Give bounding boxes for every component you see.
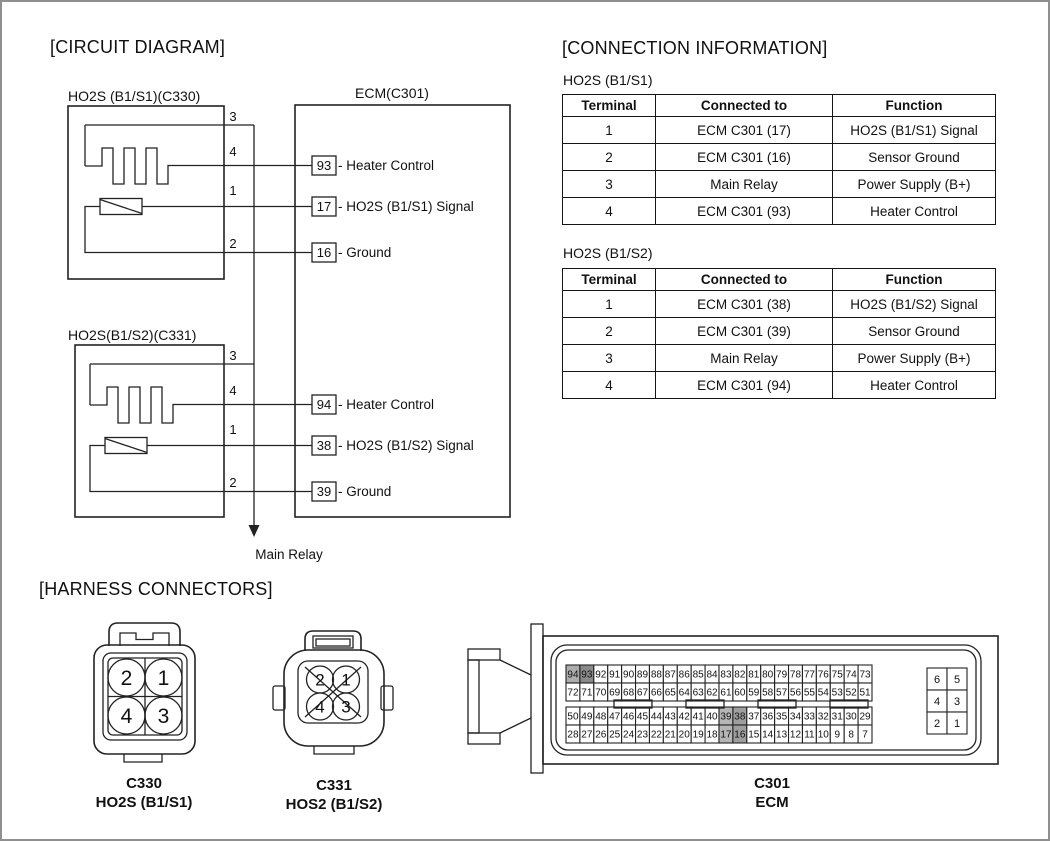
connection-table-b1s1 — [562, 94, 996, 225]
ecm-pin-17: 17 — [316, 199, 332, 214]
c301-pin-number: 25 — [609, 729, 621, 741]
c301-pin-number: 80 — [762, 669, 774, 681]
c330-connector — [94, 623, 195, 762]
c301-pin-number: 62 — [706, 687, 718, 699]
c301-pin-number: 24 — [623, 729, 635, 741]
c301-pin-number: 56 — [789, 687, 802, 699]
connection-table-b1s2 — [562, 268, 996, 399]
table-cell: ECM C301 (38) — [656, 291, 833, 318]
table-cell: Sensor Ground — [833, 144, 996, 171]
c301-name: C301 — [754, 775, 790, 792]
c301-pin-number: 55 — [803, 687, 815, 699]
table-cell: Main Relay — [656, 345, 833, 372]
sensor1-pin-4: 4 — [229, 144, 237, 159]
c301-pin-number: 43 — [664, 711, 676, 723]
c301-pin-number: 39 — [720, 711, 732, 723]
c301-pin-number: 16 — [734, 729, 746, 741]
c331-cavity-4: 4 — [315, 697, 325, 717]
c301-connector — [468, 624, 998, 773]
ecm-pin-16-label: - Ground — [338, 245, 392, 260]
c301-pin-grid — [566, 665, 967, 743]
header-row — [563, 95, 996, 117]
c301-pin-number: 21 — [664, 729, 676, 741]
c301-pin-number: 20 — [678, 729, 690, 741]
c301-caption — [702, 774, 842, 812]
c301-pin-number: 23 — [636, 729, 649, 741]
c301-pin-number: 19 — [692, 729, 704, 741]
c301-pin-number: 48 — [595, 711, 607, 723]
sensor1-pin-1: 1 — [229, 183, 237, 198]
harness-connectors-title: [HARNESS CONNECTORS] — [39, 579, 273, 599]
c301-pin-number: 78 — [789, 669, 802, 681]
c301-pin-number: 27 — [581, 729, 593, 741]
c301-pin-number: 31 — [831, 711, 843, 723]
table-cell: HO2S (B1/S2) Signal — [833, 291, 996, 318]
table-row — [563, 291, 996, 318]
c330-cavity-1: 1 — [157, 667, 170, 690]
c301-pin-number: 9 — [834, 729, 841, 741]
c301-desc: ECM — [755, 794, 789, 811]
sensor2-pin-3: 3 — [229, 348, 237, 363]
table-row — [563, 318, 996, 345]
circuit-diagram-title: [CIRCUIT DIAGRAM] — [50, 37, 226, 57]
ecm-pin-94-label: - Heater Control — [338, 397, 435, 412]
c301-pin-number: 94 — [567, 669, 579, 681]
c301-pin-number: 70 — [595, 687, 607, 699]
c301-pin-number: 74 — [845, 669, 857, 681]
sensor2-symbol — [68, 327, 312, 517]
c330-name: C330 — [126, 775, 162, 792]
c301-pin-number: 87 — [664, 669, 676, 681]
table-cell: 3 — [563, 171, 656, 198]
ecm-pin-39: 39 — [316, 484, 332, 499]
c301-pin-number: 66 — [650, 687, 662, 699]
c301-pin-number: 41 — [692, 711, 704, 723]
c301-pin-number: 8 — [848, 729, 854, 741]
table-cell: 2 — [563, 144, 656, 171]
column-header: Connected to — [656, 95, 833, 117]
c301-pin-number: 28 — [567, 729, 579, 741]
c331-desc: HOS2 (B1/S2) — [285, 796, 383, 813]
sensor2-label: HO2S(B1/S2)(C331) — [68, 327, 197, 343]
c301-pin-number: 82 — [734, 669, 746, 681]
c301-pin-number: 36 — [762, 711, 774, 723]
c301-pin-number: 14 — [762, 729, 774, 741]
c301-pin-number: 88 — [650, 669, 662, 681]
c301-pin-number: 84 — [706, 669, 718, 681]
column-header: Terminal — [563, 95, 656, 117]
c301-pin-number: 10 — [817, 729, 829, 741]
ecm-pins-sensor2 — [312, 395, 474, 501]
c330-cavity-4: 4 — [120, 705, 133, 728]
table-cell: ECM C301 (39) — [656, 318, 833, 345]
table-cell: Sensor Ground — [833, 318, 996, 345]
table-cell: ECM C301 (16) — [656, 144, 833, 171]
c301-pin-number: 75 — [831, 669, 843, 681]
table-row — [563, 144, 996, 171]
table-cell: ECM C301 (93) — [656, 198, 833, 225]
table-row — [563, 198, 996, 225]
c301-pin-number: 5 — [953, 673, 961, 686]
sensor2-pin-1: 1 — [229, 422, 237, 437]
c301-pin-number: 22 — [650, 729, 662, 741]
ecm-pin-17-label: - HO2S (B1/S1) Signal — [338, 199, 474, 214]
table-cell: ECM C301 (94) — [656, 372, 833, 399]
c331-cavity-3: 3 — [341, 697, 351, 717]
table-cell: Power Supply (B+) — [833, 345, 996, 372]
column-header: Terminal — [563, 269, 656, 291]
column-header: Function — [833, 95, 996, 117]
main-relay-label: Main Relay — [255, 547, 323, 562]
c330-cavity-3: 3 — [157, 705, 170, 728]
ecm-pins-sensor1 — [312, 156, 474, 262]
c301-pin-number: 69 — [609, 687, 621, 699]
heater-element-icon — [85, 148, 312, 184]
table-cell: HO2S (B1/S1) Signal — [833, 117, 996, 144]
c330-cavity-2: 2 — [120, 667, 133, 690]
c331-name: C331 — [316, 777, 352, 794]
ecm-pin-39-label: - Ground — [338, 484, 392, 499]
c331-caption — [264, 776, 404, 814]
c301-pin-number: 85 — [692, 669, 704, 681]
c301-pin-number: 53 — [831, 687, 843, 699]
c301-pin-number: 13 — [776, 729, 788, 741]
c301-pin-number: 4 — [933, 695, 941, 708]
circuit-diagram — [2, 62, 562, 582]
sensor1-label: HO2S (B1/S1)(C330) — [68, 88, 201, 104]
sensor2-pin-4: 4 — [229, 383, 237, 398]
c330-caption — [74, 774, 214, 812]
column-header: Function — [833, 269, 996, 291]
c301-pin-number: 29 — [859, 711, 871, 723]
table-row — [563, 117, 996, 144]
c301-pin-number: 52 — [845, 687, 857, 699]
c331-cavity-2: 2 — [315, 670, 325, 690]
c331-connector — [273, 631, 393, 754]
c301-pin-number: 42 — [678, 711, 690, 723]
c301-pin-number: 77 — [803, 669, 815, 681]
ecm-pin-93-label: - Heater Control — [338, 158, 435, 173]
c301-pin-number: 93 — [581, 669, 593, 681]
c301-pin-number: 47 — [609, 711, 621, 723]
c301-pin-number: 59 — [748, 687, 760, 699]
table-cell: 2 — [563, 318, 656, 345]
c301-pin-number: 2 — [933, 717, 941, 730]
table-row — [563, 372, 996, 399]
c301-pin-number: 92 — [595, 669, 607, 681]
c301-pin-number: 76 — [817, 669, 829, 681]
header-row — [563, 269, 996, 291]
ecm-pin-94: 94 — [316, 397, 332, 412]
table-row — [563, 345, 996, 372]
c301-pin-number: 72 — [567, 687, 579, 699]
c301-pin-number: 44 — [650, 711, 662, 723]
c301-pin-number: 37 — [748, 711, 760, 723]
c301-pin-number: 30 — [845, 711, 857, 723]
c301-pin-number: 40 — [706, 711, 718, 723]
table-cell: Heater Control — [833, 198, 996, 225]
c301-pin-number: 35 — [776, 711, 788, 723]
c301-pin-number: 83 — [720, 669, 732, 681]
table-cell: ECM C301 (17) — [656, 117, 833, 144]
c301-pin-number: 17 — [720, 729, 732, 741]
c301-pin-number: 18 — [706, 729, 718, 741]
c301-pin-number: 65 — [664, 687, 676, 699]
table-cell: 3 — [563, 345, 656, 372]
ecm-pin-38-label: - HO2S (B1/S2) Signal — [338, 438, 474, 453]
c301-pin-number: 60 — [734, 687, 746, 699]
table-cell: Power Supply (B+) — [833, 171, 996, 198]
table-cell: 1 — [563, 117, 656, 144]
column-header: Connected to — [656, 269, 833, 291]
ecm-pin-38: 38 — [316, 438, 332, 453]
c331-cavity-1: 1 — [341, 670, 351, 690]
table-row — [563, 171, 996, 198]
sensor1-symbol — [68, 88, 312, 279]
c301-pin-number: 54 — [817, 687, 829, 699]
c301-pin-number: 86 — [678, 669, 690, 681]
table2-subtitle: HO2S (B1/S2) — [563, 245, 653, 261]
table1-subtitle: HO2S (B1/S1) — [563, 72, 653, 88]
down-arrow-icon — [249, 525, 260, 537]
table-cell: Heater Control — [833, 372, 996, 399]
sensor1-pin-3: 3 — [229, 109, 237, 124]
c301-pin-number: 68 — [623, 687, 635, 699]
c301-pin-number: 32 — [817, 711, 829, 723]
c301-pin-number: 46 — [623, 711, 635, 723]
c301-pin-number: 89 — [636, 669, 649, 681]
c301-pin-number: 90 — [623, 669, 635, 681]
c301-pin-number: 71 — [581, 687, 593, 699]
c301-pin-number: 1 — [953, 717, 961, 730]
c301-pin-number: 51 — [859, 687, 871, 699]
ecm-title: ECM(C301) — [355, 85, 429, 101]
heater-element-icon — [90, 387, 312, 423]
c301-pin-number: 91 — [609, 669, 621, 681]
c301-pin-number: 6 — [933, 673, 941, 686]
c301-pin-number: 49 — [581, 711, 593, 723]
c301-pin-number: 11 — [804, 729, 815, 741]
connection-information-title: [CONNECTION INFORMATION] — [562, 38, 828, 58]
ecm-pin-93: 93 — [316, 158, 332, 173]
c301-pin-number: 79 — [776, 669, 788, 681]
table-cell: 1 — [563, 291, 656, 318]
c301-pin-number: 63 — [692, 687, 704, 699]
table-cell: Main Relay — [656, 171, 833, 198]
c301-pin-number: 64 — [678, 687, 690, 699]
c301-pin-number: 57 — [776, 687, 788, 699]
c301-pin-number: 61 — [720, 687, 732, 699]
sensor2-pin-2: 2 — [229, 475, 237, 490]
c301-pin-number: 50 — [567, 711, 579, 723]
c301-pin-number: 58 — [762, 687, 774, 699]
c301-pin-number: 3 — [953, 695, 961, 708]
c330-desc: HO2S (B1/S1) — [95, 794, 193, 811]
c301-pin-number: 7 — [862, 729, 868, 741]
c301-pin-number: 81 — [748, 669, 760, 681]
c301-pin-number: 34 — [789, 711, 802, 723]
c301-pin-number: 26 — [595, 729, 607, 741]
c301-pin-number: 33 — [803, 711, 815, 723]
c301-pin-number: 67 — [636, 687, 649, 699]
ecm-pin-16: 16 — [316, 245, 332, 260]
table-cell: 4 — [563, 198, 656, 225]
c301-pin-number: 38 — [734, 711, 746, 723]
table-cell: 4 — [563, 372, 656, 399]
c301-pin-number: 15 — [748, 729, 760, 741]
main-relay-bus — [249, 125, 260, 537]
c301-pin-number: 73 — [859, 669, 871, 681]
c301-pin-number: 12 — [789, 729, 802, 741]
sensor1-pin-2: 2 — [229, 236, 237, 251]
c301-pin-number: 45 — [636, 711, 649, 723]
